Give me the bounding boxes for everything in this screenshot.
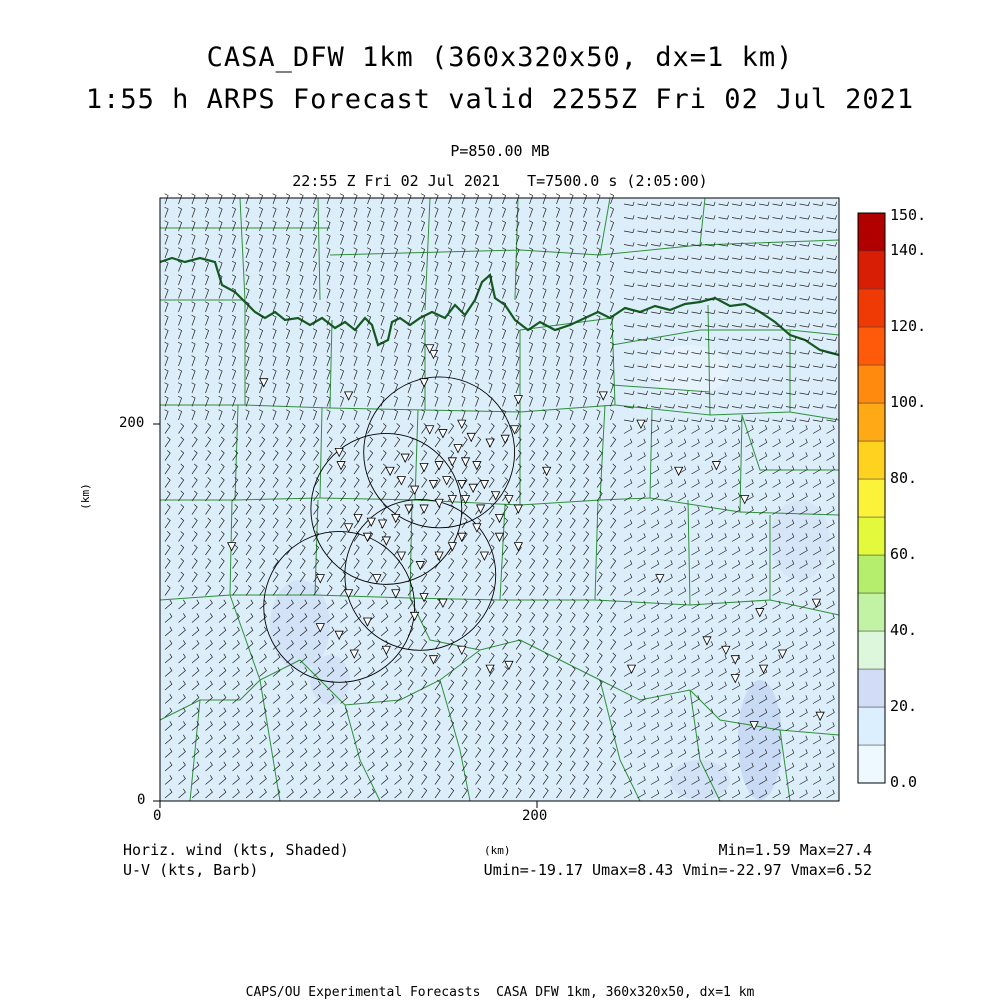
min-max-label: Min=1.59 Max=27.4 [718, 841, 872, 859]
colorbar-bin [858, 555, 885, 593]
colorbar-bin [858, 631, 885, 669]
colorbar-bin [858, 745, 885, 783]
colorbar-bin [858, 441, 885, 479]
title-line-1: CASA_DFW 1km (360x320x50, dx=1 km) [206, 42, 794, 73]
colorbar-label: 20. [890, 697, 918, 715]
valid-time-label: 22:55 Z Fri 02 Jul 2021 T=7500.0 s (2:05:00) [292, 172, 708, 190]
y-tick-label-200: 200 [119, 415, 145, 431]
colorbar [858, 213, 885, 783]
colorbar-bin [858, 289, 885, 327]
uv-stats-label: Umin=-19.17 Umax=8.43 Vmin=-22.97 Vmax=6.52 [483, 861, 872, 879]
colorbar-label: 140. [890, 241, 927, 259]
colorbar-bin [858, 403, 885, 441]
colorbar-bin [858, 707, 885, 745]
colorbar-bin [858, 479, 885, 517]
x-tick-label-200: 200 [522, 808, 548, 824]
colorbar-bin [858, 593, 885, 631]
vector-label: U-V (kts, Barb) [123, 861, 259, 879]
x-axis-label: (km) [484, 844, 511, 857]
field-label: Horiz. wind (kts, Shaded) [123, 841, 349, 859]
credit-line: CAPS/OU Experimental Forecasts CASA DFW 1km, 360x320x50, dx=1 km [245, 985, 755, 1000]
colorbar-bin [858, 213, 885, 251]
colorbar-label: 40. [890, 621, 918, 639]
colorbar-label: 80. [890, 469, 918, 487]
x-tick-label-0: 0 [153, 808, 162, 824]
y-tick-label-0: 0 [137, 792, 146, 808]
colorbar-label: 60. [890, 545, 918, 563]
colorbar-label: 0.0 [890, 773, 918, 791]
y-axis-label: (km) [78, 483, 92, 510]
title-line-2: 1:55 h ARPS Forecast valid 2255Z Fri 02 Jul 2021 [85, 84, 915, 115]
colorbar-label: 100. [890, 393, 927, 411]
colorbar-bin [858, 365, 885, 403]
colorbar-label: 120. [890, 317, 927, 335]
colorbar-bin [858, 327, 885, 365]
pressure-level-label: P=850.00 MB [450, 142, 550, 160]
colorbar-bin [858, 251, 885, 289]
colorbar-bin [858, 517, 885, 555]
colorbar-bin [858, 669, 885, 707]
colorbar-label: 150. [890, 206, 927, 224]
